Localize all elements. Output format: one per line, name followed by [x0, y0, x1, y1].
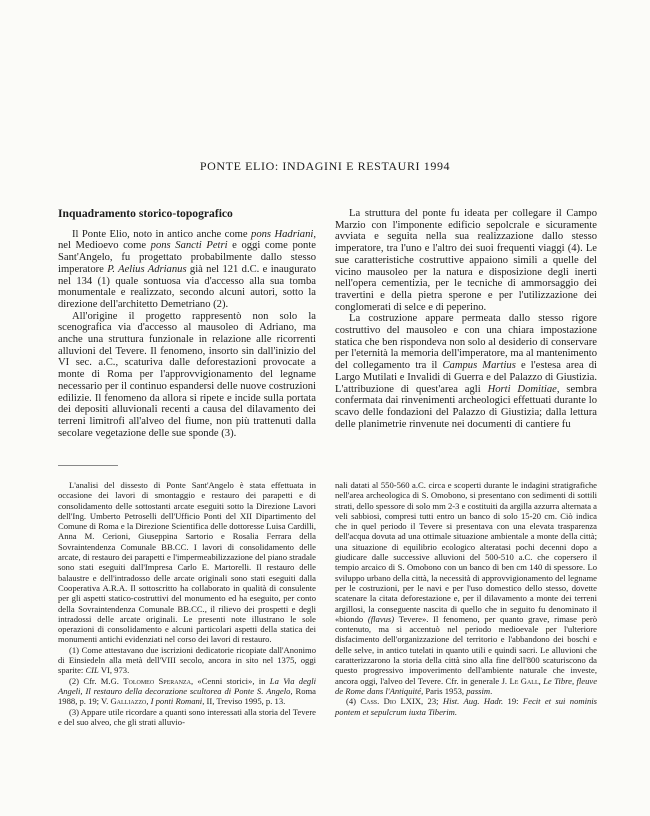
left-note-paragraph — [58, 707, 316, 728]
left-paragraphs — [58, 229, 316, 440]
text-run: , sembra confermata dai rinvenimenti archeologici effettuati durante lo scavo delle fondazioni del Palazzo di Giustizia; dalla lettura delle planimetrie rinvenute nei documenti di cantiere fu — [335, 383, 597, 430]
text-run: . — [490, 685, 493, 696]
right-note-paragraph — [335, 480, 597, 696]
text-run: La Via degli Angeli, Il restauro della decorazione scultorea di Ponte S. Angelo — [58, 675, 316, 696]
footnotes-right-column — [335, 480, 597, 717]
text-run: , — [146, 696, 151, 707]
right-paragraph-paragraph — [335, 208, 597, 313]
text-run: I ponti Romani — [150, 696, 203, 707]
text-run: Tolomeo Speranza — [123, 675, 191, 686]
left-note-paragraph — [58, 480, 316, 645]
text-run: Galliazzo — [110, 696, 147, 707]
section-heading: Inquadramento storico-topografico — [58, 207, 233, 220]
text-run: (3) Appare utile ricordare a quanti sono interessati alla storia del Tevere e del suo alveo, che gli strati alluvio- — [58, 706, 316, 727]
left-note-paragraph — [58, 676, 316, 707]
text-run: Horti Domitiae — [487, 383, 557, 395]
text-run: passim — [466, 685, 491, 696]
text-run: Le Gall — [509, 675, 539, 686]
text-run: Cass. Dio — [360, 696, 397, 707]
text-run: (1) Come attestavano due iscrizioni dedicatorie ricopiate dall'Anonimo di Einsiedeln alla metà dell'VIII secolo, ancora in sito nel 1375, oggi sparite: — [58, 644, 316, 676]
left-notes — [58, 480, 316, 727]
text-run: , — [538, 675, 544, 686]
text-run: , II, Treviso 1995, p. 13. — [202, 696, 286, 707]
text-run: già nel 121 d.C. e inaugurato nel 134 (1) quale sontuosa via d'accesso alla sua tomba monumentale e realizzato, secondo alcuni autori, sotto la direzione dell'architetto Demetriano (2). — [58, 263, 316, 310]
text-run: 19: — [503, 696, 523, 707]
text-run: All'origine il progetto rappresentò non solo la scenografica via d'accesso al mausoleo di Adriano, ma anche una struttura funzionale in relazione alle ricorrenti alluvioni del Tevere. Il fenomeno, insorto sin dall'inizio del VI sec. a.C., scaturiva dalle deforestazioni provocate a monte di Roma per l'approvvigionamento del legname necessario per il continuo espandersi delle nuove costruzioni edilizie. Il fenomeno da allora si ripete e incide sulla portata dei depositi alluvionali recenti a causa del dilavamento dei terreni limitrofi all'alveo del fiume, non più trattenuti dalla secolare vegetazione delle sue sponde (3). — [58, 310, 316, 439]
left-paragraph-paragraph — [58, 229, 316, 311]
text-run: L'analisi del dissesto di Ponte Sant'Angelo è stata effettuata in occasione dei lavori di smontaggio e restauro dei parapetti e di consolidamento delle sottostanti arcate eseguiti sotto la Direzione Lavori dell'Ing. Umberto Petroselli dell'Ufficio Ponti del XII Dipartimento del Comune di Roma e la Direzione Scientifica delle dottoresse Luisa Cardilli, Anna M. Cerioni, Giuseppina Sartorio e Rosalia Ferrara della Sovraintendenza Comunale BB.CC. I lavori di consolidamento delle arcate, di restauro dei parapetti e l'impermeabilizzazione del piano stradale sono stati eseguiti dall'Impresa Carlo E. Martorelli. Il restauro delle balaustre e dell'intradosso delle arcate originali sono stati eseguiti dalla Cooperativa A.R.A. Il sottoscritto ha collaborato in qualità di consulente per gli aspetti statico-costruttivi del monumento ed ha eseguito, per conto della Sovraintendenza Comunale BB.CC., il rilievo dei prospetti e degli intradossi delle arcate originali. Le presenti note illustrano le sole operazioni di consolidamento e alcuni particolari aspetti della statica dei monumenti antichi evidenziati nel corso dei lavori di restauro. — [58, 480, 316, 645]
text-run: CIL — [85, 665, 99, 676]
text-run: , Roma 1988, p. 19; V. — [58, 685, 316, 707]
text-run: La costruzione appare permeata dallo stesso rigore costruttivo del mausoleo e con una chiara impostazione statica che ben rispondeva non solo al desiderio di conservare per l'eternità la memoria dell'imperatore, ma al mantenimento del collegamento tra il — [335, 313, 597, 372]
text-run: La struttura del ponte fu ideata per collegare il Campo Marzio con l'imponente edificio sepolcrale e sicuramente avviata e seguita nella sua realizzazione dallo stesso imperatore, tra l'uno e l'altro dei suoi frequenti viaggi (4). Le sue caratteristiche costruttive appaiono simili a quelle del vicino mausoleo per la natura e disposizione degli inerti nell'opera cementizia, per le tecniche di ammorsaggio dei travertini e della pietra sperone e per l'utilizzazione dei conglomerati di selce e di peperino. — [335, 208, 597, 313]
footnote-divider — [58, 465, 118, 466]
text-run: Hist. Aug. Hadr. — [442, 696, 504, 707]
text-run: pons Hadriani — [251, 228, 314, 240]
text-run: pons Sancti Petri — [150, 240, 228, 252]
text-run: nali datati al 550-560 a.C. circa e scoperti durante le indagini stratigrafiche nell'area archeologica di S. Omobono, si presentano con sedimenti di sottili strati, dello spessore di solo mm 2-3 e costituiti da argilla azzurra alternata a veli sabbiosi, compresi tutti entro un banco di solo 15-20 cm. Ciò indica che in quel periodo il Tevere si presentava con una elevata trasparenza dell'acqua dovuta ad una ottimale situazione ambientale a monte della città; una situazione di equilibrio ecologico alteratasi pochi decenni dopo a giudicare dalle successive alluvioni del 500-510 a.C. che copersero il tempio arcaico di S. Omobono con un banco di ben cm 140 di spessore. Lo sviluppo urbano della città, la necessità di approvvigionamento del legname per le costruzioni, per le navi e per l'uso domestico dello stesso, dovette scatenare la citata deforestazione e, per il dilavamento a monte dei terreni argillosi, la conseguente nascita di quello che in seguito fu denominato il «biondo — [335, 480, 597, 624]
main-text-left-column — [58, 208, 316, 439]
text-run: VI, 973. — [98, 665, 130, 676]
right-note-paragraph — [335, 696, 597, 717]
text-run: (flavus) — [367, 613, 395, 624]
footnotes-left-column — [58, 480, 316, 727]
main-text-right-column — [335, 208, 597, 430]
text-run: LXIX, 23; — [396, 696, 443, 707]
text-run: Tevere». Il fenomeno, per quanto grave, rimase però contenuto, ma si accentuò nel periodo medioevale per l'ulteriore disfacimento dell'organizzazione del territorio e l'abbandono dei boschi e delle selve, in antico tutelati in quanto utili e quindi sacri. Le alluvioni che caratterizzarono la storia della città sino alla fine dell'800 scaturiscono da questo progressivo impoverimento dell'ambiente naturale che investe, ancora oggi, l'alveo del Tevere. Cfr. in generale J. — [335, 613, 597, 686]
text-run: (2) Cfr. M.G. — [69, 675, 124, 686]
text-run: , Paris 1953, — [421, 685, 467, 696]
left-paragraph-paragraph — [58, 311, 316, 440]
text-run: Campus Martius — [442, 360, 516, 372]
text-run: e oggi come ponte Sant'Angelo, fu progettato probabilmente dallo stesso imperatore — [58, 240, 316, 275]
text-run: (4) — [346, 696, 361, 707]
right-notes — [335, 480, 597, 717]
text-run: , «Cenni storici», in — [190, 675, 270, 686]
text-run: Fecit et sui nominis pontem et sepulcrum iuxta Tiberim. — [335, 696, 598, 717]
text-run: Le Tibre, fleuve de Rome dans l'Antiquité — [335, 675, 598, 696]
text-run: , nel Medioevo come — [58, 228, 316, 252]
text-run: Il Ponte Elio, noto in antico anche come — [72, 228, 252, 240]
left-note-paragraph — [58, 645, 316, 676]
text-run: e l'estesa area di Largo Mutilati e Invalidi di Guerra e del Palazzo di Giustizia. L'attribuzione di quest'area agli — [335, 360, 597, 395]
right-paragraph-paragraph — [335, 313, 597, 430]
page-title: PONTE ELIO: INDAGINI E RESTAURI 1994 — [199, 159, 451, 173]
text-run: P. Aelius Adrianus — [107, 263, 187, 275]
right-paragraphs — [335, 208, 597, 430]
